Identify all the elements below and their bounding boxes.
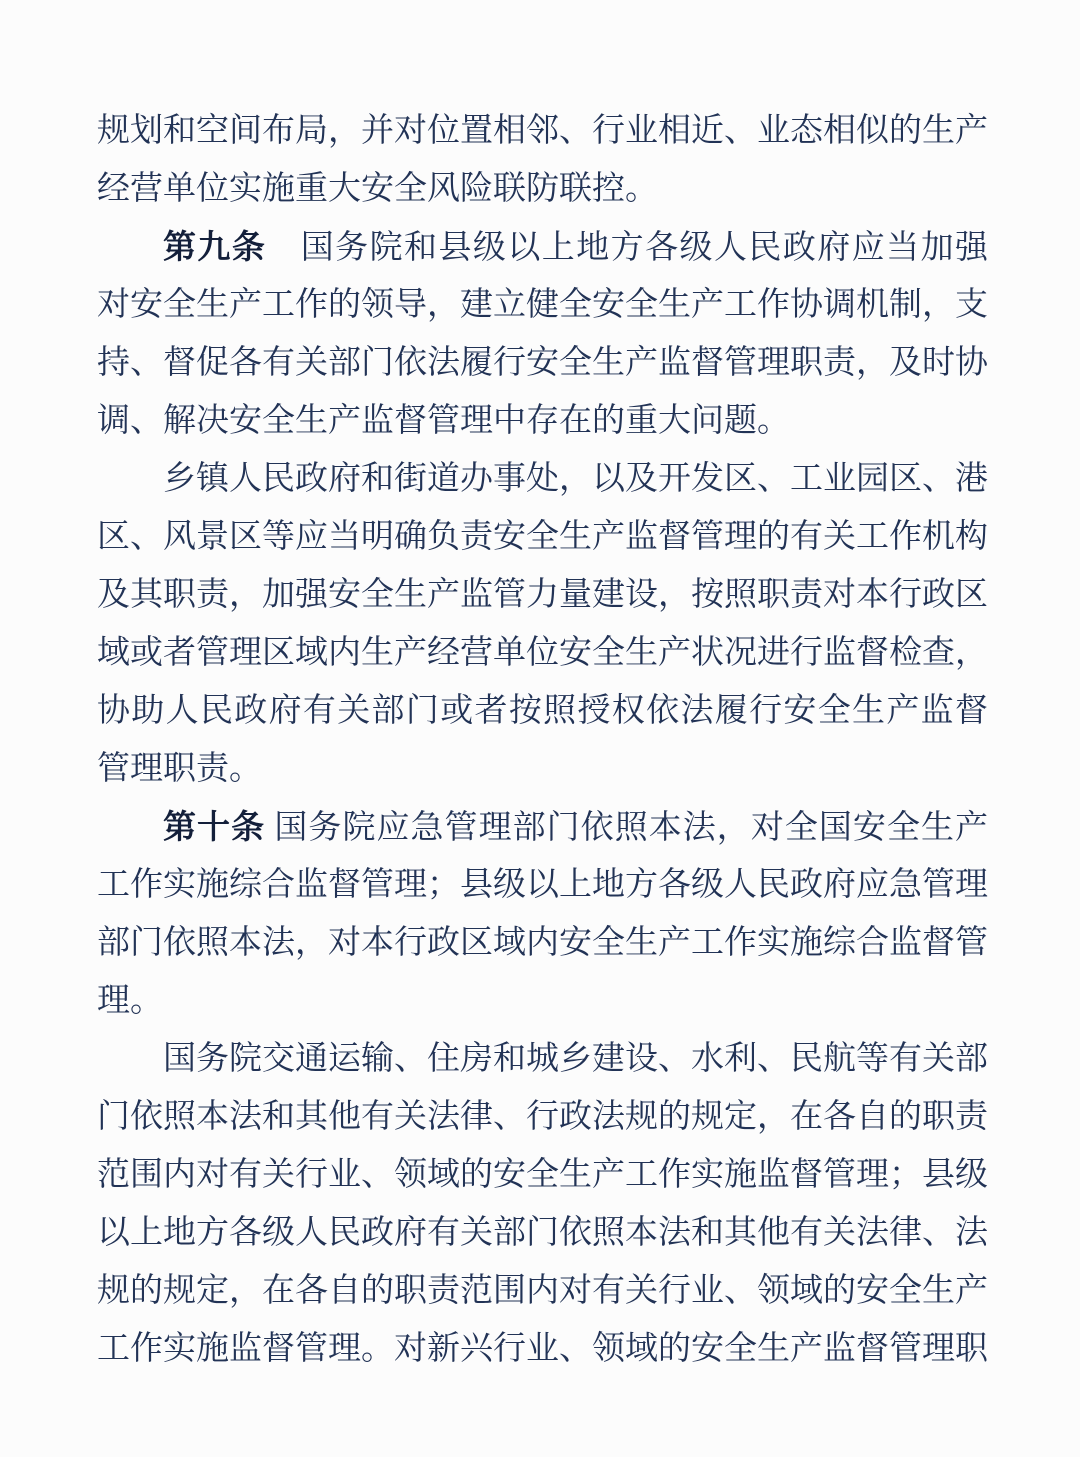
text-line: 协助人民政府有关部门或者按照授权依法履行安全生产监督: [97, 693, 988, 729]
text-line: 部门依照本法，对本行政区域内安全生产工作实施综合监督管: [97, 925, 988, 961]
text-line: 规的规定，在各自的职责范围内对有关行业、领域的安全生产: [97, 1273, 988, 1309]
text-line: 持、督促各有关部门依法履行安全生产监督管理职责，及时协: [97, 345, 988, 381]
article-number: 第十条: [163, 808, 266, 845]
text-line: 对安全生产工作的领导，建立健全安全生产工作协调机制，支: [97, 287, 988, 323]
line-text: 国务院应急管理部门依照本法，对全国安全生产: [274, 810, 988, 846]
text-line: 域或者管理区域内生产经营单位安全生产状况进行监督检查，: [97, 635, 988, 671]
text-line: [97, 798, 988, 856]
article-number: 第九条: [163, 228, 267, 265]
text-line: 国务院交通运输、住房和城乡建设、水利、民航等有关部: [163, 1041, 988, 1077]
text-line: 门依照本法和其他有关法律、行政法规的规定，在各自的职责: [97, 1099, 988, 1135]
text-line: 乡镇人民政府和街道办事处，以及开发区、工业园区、港: [163, 461, 988, 497]
text-line: 工作实施综合监督管理；县级以上地方各级人民政府应急管理: [97, 867, 988, 903]
text-line: 范围内对有关行业、领域的安全生产工作实施监督管理；县级: [97, 1157, 988, 1193]
text-line: 调、解决安全生产监督管理中存在的重大问题。: [97, 403, 790, 439]
line-text: 国务院和县级以上地方各级人民政府应当加强: [300, 230, 989, 266]
text-line: 规划和空间布局，并对位置相邻、行业相近、业态相似的生产: [97, 113, 988, 149]
text-line: 工作实施监督管理。对新兴行业、领域的安全生产监督管理职: [97, 1331, 988, 1367]
text-line: [97, 218, 988, 276]
text-line: 管理职责。: [97, 751, 262, 787]
text-line: 区、风景区等应当明确负责安全生产监督管理的有关工作机构: [97, 519, 988, 555]
text-line: 以上地方各级人民政府有关部门依照本法和其他有关法律、法: [97, 1215, 988, 1251]
text-line: 及其职责，加强安全生产监管力量建设，按照职责对本行政区: [97, 577, 988, 613]
text-line: 理。: [97, 983, 163, 1019]
text-line: 经营单位实施重大安全风险联防联控。: [97, 171, 658, 207]
document-text-block: [97, 102, 988, 1378]
